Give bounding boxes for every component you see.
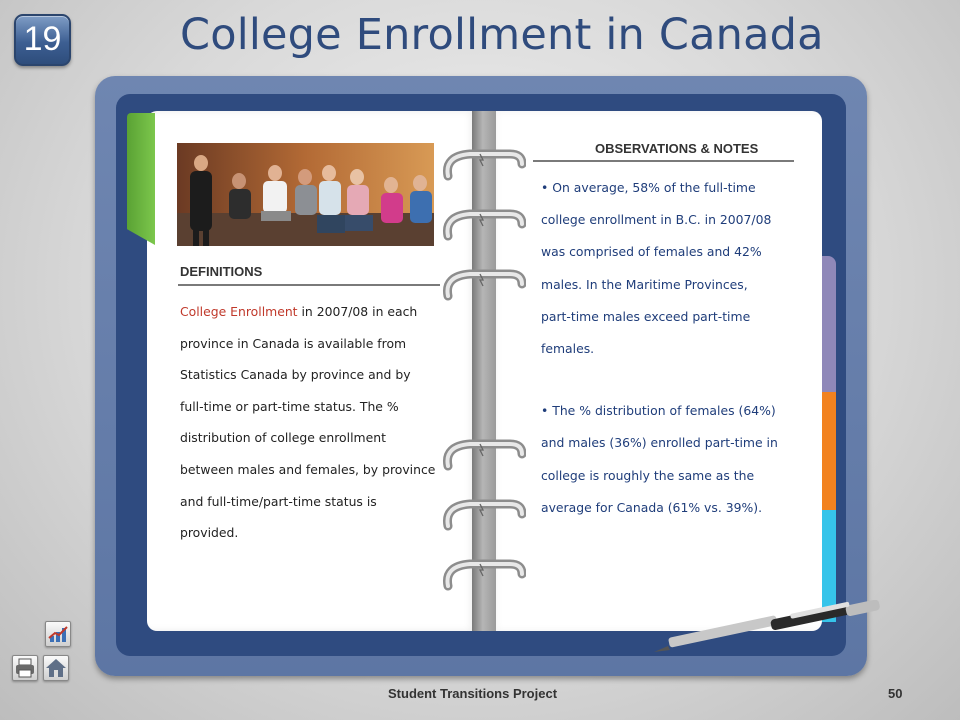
fact-number-badge: 19 — [14, 14, 71, 66]
observation-bullet: • The % distribution of females (64%) and males (36%) enrolled part-time in college is roughly the same as the average for Canada (61% vs. 39%). — [541, 403, 778, 515]
footer-project: Student Transitions Project — [388, 686, 558, 701]
spiral-ring — [440, 266, 526, 310]
pen-icon — [650, 600, 890, 660]
chart-icon — [46, 622, 70, 646]
definitions-divider — [178, 284, 440, 286]
classroom-photo-illustration — [177, 143, 434, 246]
print-button[interactable] — [12, 655, 38, 681]
definitions-text — [180, 296, 436, 549]
spiral-ring — [440, 496, 526, 540]
classroom-photo — [177, 143, 434, 246]
definition-body: in 2007/08 in each province in Canada is available from Statistics Canada by province and by full-time or part-time status. The % distribution of college enrollment between males and females, by province and full-time/part-time status is provided. — [180, 304, 436, 541]
observations-text — [541, 172, 781, 524]
spiral-ring — [440, 556, 526, 600]
observations-heading: OBSERVATIONS & NOTES — [595, 141, 759, 156]
fact-tab[interactable] — [127, 113, 155, 245]
chart-button[interactable] — [45, 621, 71, 647]
home-button[interactable] — [43, 655, 69, 681]
spiral-ring — [440, 206, 526, 250]
page-number: 50 — [888, 686, 903, 701]
spiral-ring — [440, 146, 526, 190]
spiral-ring — [440, 436, 526, 480]
definition-term: College Enrollment — [180, 304, 298, 319]
observations-divider — [533, 160, 794, 162]
print-icon — [13, 656, 37, 680]
observation-bullet: • On average, 58% of the full-time college enrollment in B.C. in 2007/08 was comprised of females and 42% males. In the Maritime Provinces, part-time males exceed part-time females. — [541, 180, 772, 357]
home-icon — [44, 656, 68, 680]
definitions-heading: DEFINITIONS — [180, 264, 263, 279]
page-title: College Enrollment in Canada — [180, 10, 824, 60]
